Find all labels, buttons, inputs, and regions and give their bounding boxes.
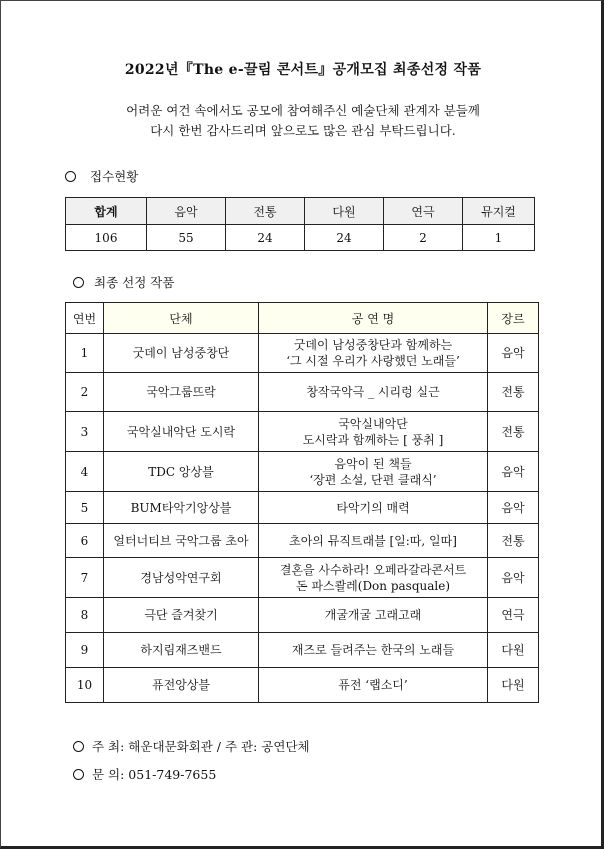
genre-cell: 전통	[488, 373, 539, 412]
genre-cell: 전통	[488, 412, 539, 452]
group-name-cell: 하지림재즈밴드	[104, 633, 259, 668]
performance-title-line: ‘장편 소설, 단편 클래식’	[309, 472, 437, 487]
performance-title-line: 창작국악극 _ 시리렁 실근	[306, 385, 440, 399]
row-number-cell: 5	[66, 492, 104, 524]
performance-title-cell	[259, 334, 488, 373]
performance-title-line: 음악이 된 책들	[334, 456, 412, 471]
row-number-cell: 1	[66, 334, 104, 373]
intro-line-2: 다시 한번 감사드리며 앞으로도 많은 관심 부탁드립니다.	[150, 123, 456, 138]
performance-title-line: 재즈로 들려주는 한국의 노래들	[291, 643, 455, 657]
intro-text	[1, 101, 604, 141]
row-number-cell: 2	[66, 373, 104, 412]
stats-header-cell: 합계	[66, 198, 147, 225]
performance-title-line: 초아의 뮤직트래블 [일:따, 일따]	[289, 533, 457, 548]
genre-cell: 음악	[488, 334, 539, 373]
performance-title-line: 결혼을 사수하라! 오페라갈라콘서트	[279, 562, 467, 577]
performance-title-line: 돈 파스콸레(Don pasquale)	[295, 578, 451, 593]
performance-title-cell	[259, 668, 488, 703]
stats-value-cell: 24	[305, 225, 384, 251]
genre-cell: 전통	[488, 524, 539, 558]
table-row	[66, 633, 539, 668]
stats-value-cell: 106	[66, 225, 147, 251]
table-row	[66, 524, 539, 558]
row-number-cell: 4	[66, 452, 104, 492]
contact-text: 문 의: 051-749-7655	[92, 767, 217, 782]
group-name-cell: 퓨전앙상블	[104, 668, 259, 703]
selected-works-table	[65, 302, 539, 703]
performance-title-line: 퓨전 ‘랩소디’	[338, 678, 408, 692]
row-number-cell: 7	[66, 558, 104, 598]
table-row	[66, 334, 539, 373]
row-number-cell: 10	[66, 668, 104, 703]
group-name-cell: BUM타악기앙상블	[104, 492, 259, 524]
performance-title-line: 국악실내악단	[338, 416, 408, 431]
stats-header-cell: 전통	[226, 198, 305, 225]
section-heading-submissions	[65, 167, 138, 185]
works-header-cell: 연번	[66, 303, 104, 334]
performance-title-line: 개굴개굴 고래고래	[324, 608, 422, 622]
page-title: 2022년『The e-끌림 콘서트』공개모집 최종선정 작품	[124, 62, 482, 78]
section-label: 최종 선정 작품	[94, 275, 175, 290]
works-header-cell: 단체	[104, 303, 259, 334]
genre-cell: 음악	[488, 452, 539, 492]
submission-stats-table	[65, 197, 535, 251]
table-row	[66, 558, 539, 598]
row-number-cell: 3	[66, 412, 104, 452]
table-row	[66, 598, 539, 633]
group-name-cell: TDC 앙상블	[104, 452, 259, 492]
stats-header-row	[66, 198, 535, 225]
row-number-cell: 8	[66, 598, 104, 633]
group-name-cell: 극단 즐겨찾기	[104, 598, 259, 633]
circle-bullet-icon	[73, 769, 84, 780]
stats-header-cell: 음악	[147, 198, 226, 225]
group-name-cell: 국악그룹뜨락	[104, 373, 259, 412]
works-header-cell: 공 연 명	[259, 303, 488, 334]
genre-cell: 음악	[488, 558, 539, 598]
genre-cell: 다원	[488, 633, 539, 668]
genre-cell: 연극	[488, 598, 539, 633]
performance-title-cell	[259, 412, 488, 452]
table-row	[66, 373, 539, 412]
circle-bullet-icon	[73, 741, 84, 752]
performance-title-cell	[259, 558, 488, 598]
genre-cell: 음악	[488, 492, 539, 524]
section-heading-selected-works	[73, 273, 174, 291]
stats-header-cell: 다원	[305, 198, 384, 225]
performance-title-line: 굿데이 남성중창단과 함께하는	[293, 338, 453, 352]
footer-host	[73, 737, 310, 755]
stats-value-cell: 1	[463, 225, 535, 251]
performance-title-line: 타악기의 매력	[336, 500, 410, 515]
genre-cell: 다원	[488, 668, 539, 703]
row-number-cell: 6	[66, 524, 104, 558]
table-row	[66, 412, 539, 452]
works-header-cell: 장르	[488, 303, 539, 334]
table-row	[66, 668, 539, 703]
stats-header-cell: 연극	[384, 198, 463, 225]
stats-value-cell: 55	[147, 225, 226, 251]
table-row	[66, 492, 539, 524]
section-label: 접수현황	[90, 169, 139, 184]
performance-title-cell	[259, 492, 488, 524]
works-header-row	[66, 303, 539, 334]
intro-line-1: 어려운 여건 속에서도 공모에 참여해주신 예술단체 관계자 분들께	[126, 103, 480, 118]
group-name-cell: 경남성악연구회	[104, 558, 259, 598]
performance-title-line: 도시락과 함께하는 [ 풍취 ]	[302, 432, 444, 447]
stats-header-cell: 뮤지컬	[463, 198, 535, 225]
stats-value-row	[66, 225, 535, 251]
host-text: 주 최: 해운대문화회관 / 주 관: 공연단체	[92, 739, 310, 754]
performance-title-line: ‘그 시절 우리가 사랑했던 노래들’	[286, 354, 460, 368]
performance-title-cell	[259, 524, 488, 558]
footer-contact	[73, 765, 216, 783]
circle-bullet-icon	[73, 277, 84, 288]
performance-title-cell	[259, 452, 488, 492]
stats-value-cell: 2	[384, 225, 463, 251]
performance-title-cell	[259, 373, 488, 412]
group-name-cell: 얼터너티브 국악그룹 초아	[104, 524, 259, 558]
table-row	[66, 452, 539, 492]
group-name-cell: 굿데이 남성중창단	[104, 334, 259, 373]
row-number-cell: 9	[66, 633, 104, 668]
performance-title-cell	[259, 598, 488, 633]
circle-bullet-icon	[65, 171, 76, 182]
stats-value-cell: 24	[226, 225, 305, 251]
performance-title-cell	[259, 633, 488, 668]
group-name-cell: 국악실내악단 도시락	[104, 412, 259, 452]
